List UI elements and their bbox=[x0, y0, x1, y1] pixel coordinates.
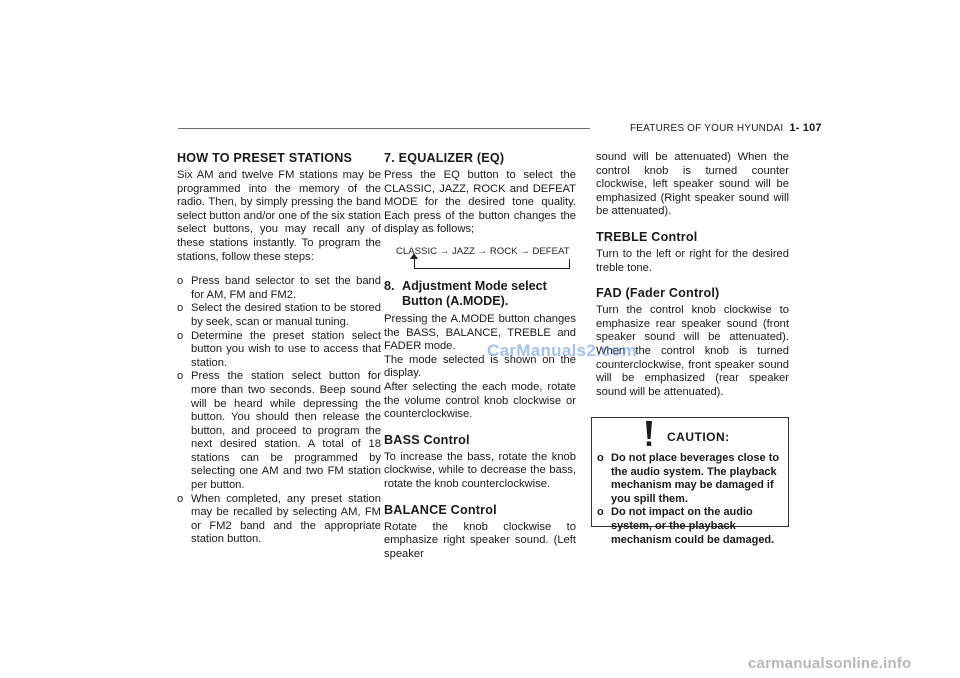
equalizer-heading: 7. EQUALIZER (EQ) bbox=[384, 151, 505, 165]
eq-sequence-text: CLASSIC → JAZZ → ROCK → DEFEAT bbox=[396, 245, 570, 257]
equalizer-text: Press the EQ button to select the CLASSIC, JAZZ, ROCK and DEFEAT MODE for the desired tone quality. Each press of the button changes the display as follows; bbox=[384, 169, 576, 236]
fad-text: Turn the control knob clockwise to emphasize rear speaker sound (front speaker sound will be attenuated). When the control knob is turned counterclockwise, front speaker sound will be emphasized (rear speaker sound will be attenuated). bbox=[596, 304, 789, 398]
preset-stations-heading: HOW TO PRESET STATIONS bbox=[177, 151, 353, 165]
list-item: o Select the desired station to be stored by seek, scan or manual tuning. bbox=[177, 302, 381, 328]
bass-heading: BASS Control bbox=[384, 432, 470, 447]
exclamation-icon bbox=[636, 420, 662, 448]
arrow-up-icon bbox=[410, 253, 418, 259]
amode-text-1: Pressing the A.MODE button changes the BASS, BALANCE, TREBLE and FADER mode. bbox=[384, 312, 576, 353]
list-item: o Do not place beverages close to the audio system. The playback mechanism may be damaged if you spill them. bbox=[597, 452, 780, 505]
treble-text: Turn to the left or right for the desired treble tone. bbox=[596, 247, 789, 274]
caution-list bbox=[597, 452, 783, 547]
column-preset-stations bbox=[177, 151, 381, 547]
amode-text-2: The mode selected is shown on the display. bbox=[384, 353, 576, 380]
fad-heading: FAD (Fader Control) bbox=[596, 286, 720, 301]
list-item: o When completed, any preset station may be recalled by selecting AM, FM or FM2 band and the appropriate station button. bbox=[177, 492, 381, 546]
preset-steps-list bbox=[177, 275, 381, 547]
column-treble-fad bbox=[596, 151, 789, 399]
treble-heading: TREBLE Control bbox=[596, 229, 698, 244]
eq-sequence-diagram bbox=[384, 245, 576, 275]
list-item: o Press band selector to set the band for AM, FM and FM2. bbox=[177, 275, 381, 301]
caution-title: CAUTION: bbox=[667, 430, 730, 444]
balance-text: Rotate the knob clockwise to emphasize right speaker sound. (Left speaker bbox=[384, 520, 576, 560]
balance-text-continued: sound will be attenuated) When the control knob is turned counter clockwise, left speaker sound will be emphasized (Right speaker sound will be attenuated). bbox=[596, 151, 789, 218]
amode-text-3: After selecting the each mode, rotate the volume control knob clockwise or counterclockwise. bbox=[384, 380, 576, 421]
caution-box bbox=[591, 417, 789, 546]
running-header bbox=[630, 122, 822, 134]
preset-intro: Six AM and twelve FM stations may be programmed into the memory of the radio. Then, by simply pressing the band select button and/or one of the six station select buttons, you may recall any of these stations instantly. To program the stations, follow these steps: bbox=[177, 169, 381, 263]
page-number: 1- 107 bbox=[789, 122, 822, 134]
list-item: o Press the station select button for more than two seconds. Beep sound will be heard while depressing the button. You should then release the button, and proceed to program the next desired station. A total of 18 stations can be programmed by selecting one AM and two FM station per button. bbox=[177, 370, 381, 492]
list-item: o Determine the preset station select button you wish to use to access that station. bbox=[177, 329, 381, 369]
header-section: FEATURES OF YOUR HYUNDAI bbox=[630, 123, 784, 134]
header-rule bbox=[178, 128, 590, 129]
balance-heading: BALANCE Control bbox=[384, 502, 497, 517]
loop-back-line bbox=[414, 259, 570, 269]
watermark-logo: CarManuals2.com bbox=[487, 341, 637, 360]
list-item: o Do not impact on the audio system, or the playback mechanism could be damaged. bbox=[597, 506, 775, 546]
footer-watermark: carmanualsonline.info bbox=[748, 655, 912, 672]
bass-text: To increase the bass, rotate the knob clockwise, while to decrease the bass, rotate the knob counterclockwise. bbox=[384, 450, 576, 490]
amode-heading: 8. Adjustment Mode select Button (A.MODE). bbox=[384, 278, 547, 309]
